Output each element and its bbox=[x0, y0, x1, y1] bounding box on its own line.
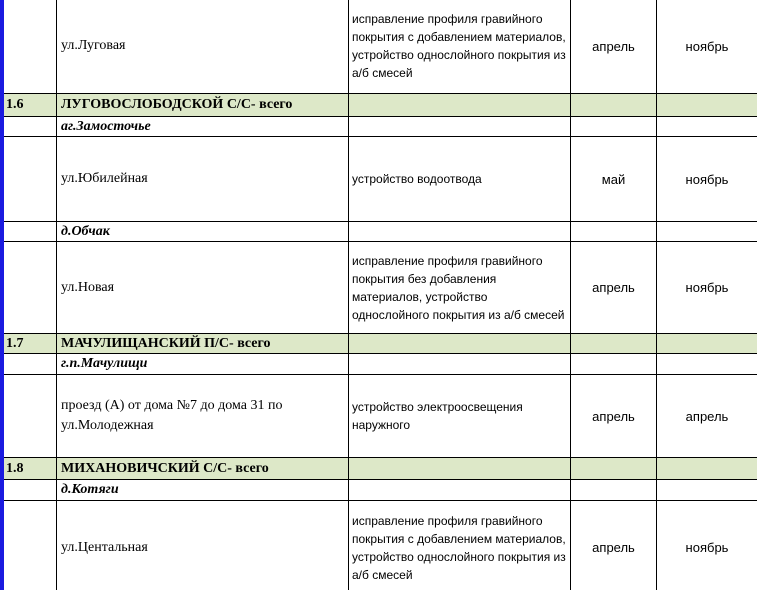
roadwork-table bbox=[2, 0, 757, 590]
cell-empty[interactable] bbox=[571, 458, 657, 480]
cell-empty[interactable] bbox=[349, 354, 571, 375]
locality-name[interactable]: д.Обчак bbox=[57, 222, 349, 242]
cell-end[interactable]: ноябрь bbox=[657, 242, 757, 334]
cell-empty[interactable] bbox=[349, 117, 571, 137]
cell-end[interactable]: ноябрь bbox=[657, 0, 757, 94]
cell-empty[interactable] bbox=[571, 354, 657, 375]
cell-start[interactable]: апрель bbox=[571, 375, 657, 458]
cell-work[interactable]: устройство электроосвещения наружного bbox=[349, 375, 571, 458]
cell-empty[interactable] bbox=[571, 94, 657, 117]
cell-empty[interactable] bbox=[657, 222, 757, 242]
cell-empty[interactable] bbox=[349, 94, 571, 117]
cell-empty[interactable] bbox=[571, 222, 657, 242]
cell-work[interactable]: исправление профиля гравийного покрытия с добавлением материалов, устройство однослойного покрытия из а/б смесей bbox=[349, 501, 571, 590]
cell-empty[interactable] bbox=[349, 480, 571, 501]
table-row bbox=[3, 242, 757, 334]
section-title[interactable]: МИХАНОВИЧСКИЙ С/С- всего bbox=[57, 458, 349, 480]
cell-empty[interactable] bbox=[3, 354, 57, 375]
section-number[interactable]: 1.6 bbox=[3, 94, 57, 117]
table-row bbox=[3, 137, 757, 222]
selection-border bbox=[0, 0, 4, 590]
section-number[interactable]: 1.8 bbox=[3, 458, 57, 480]
cell-street[interactable]: ул.Луговая bbox=[57, 0, 349, 94]
cell-empty[interactable] bbox=[657, 354, 757, 375]
section-number[interactable]: 1.7 bbox=[3, 334, 57, 354]
cell-end[interactable]: ноябрь bbox=[657, 137, 757, 222]
cell-empty[interactable] bbox=[657, 480, 757, 501]
cell-empty[interactable] bbox=[3, 117, 57, 137]
cell-end[interactable]: апрель bbox=[657, 375, 757, 458]
cell-work[interactable]: устройство водоотвода bbox=[349, 137, 571, 222]
cell-empty[interactable] bbox=[571, 334, 657, 354]
cell-empty[interactable] bbox=[571, 480, 657, 501]
cell-empty[interactable] bbox=[3, 480, 57, 501]
locality-name[interactable]: д.Котяги bbox=[57, 480, 349, 501]
cell-empty[interactable] bbox=[657, 94, 757, 117]
cell-work[interactable]: исправление профиля гравийного покрытия без добавления материалов, устройство однослойного покрытия из а/б смесей bbox=[349, 242, 571, 334]
table-row bbox=[3, 375, 757, 458]
locality-row bbox=[3, 480, 757, 501]
cell-start[interactable]: апрель bbox=[571, 501, 657, 590]
locality-name[interactable]: г.п.Мачулищи bbox=[57, 354, 349, 375]
section-row bbox=[3, 94, 757, 117]
cell-street[interactable]: ул.Новая bbox=[57, 242, 349, 334]
cell-empty[interactable] bbox=[657, 334, 757, 354]
cell-end[interactable]: ноябрь bbox=[657, 501, 757, 590]
cell-empty[interactable] bbox=[349, 458, 571, 480]
locality-name[interactable]: аг.Замосточье bbox=[57, 117, 349, 137]
cell-street[interactable]: ул.Центальная bbox=[57, 501, 349, 590]
cell-num[interactable] bbox=[3, 375, 57, 458]
cell-start[interactable]: апрель bbox=[571, 0, 657, 94]
cell-empty[interactable] bbox=[657, 117, 757, 137]
cell-num[interactable] bbox=[3, 0, 57, 94]
cell-num[interactable] bbox=[3, 137, 57, 222]
section-row bbox=[3, 458, 757, 480]
cell-empty[interactable] bbox=[657, 458, 757, 480]
cell-empty[interactable] bbox=[349, 334, 571, 354]
cell-empty[interactable] bbox=[571, 117, 657, 137]
section-title[interactable]: МАЧУЛИЩАНСКИЙ П/С- всего bbox=[57, 334, 349, 354]
cell-street[interactable]: ул.Юбилейная bbox=[57, 137, 349, 222]
cell-work[interactable]: исправление профиля гравийного покрытия с добавлением материалов, устройство однослойного покрытия из а/б смесей bbox=[349, 0, 571, 94]
cell-num[interactable] bbox=[3, 501, 57, 590]
cell-start[interactable]: апрель bbox=[571, 242, 657, 334]
table-row bbox=[3, 501, 757, 590]
locality-row bbox=[3, 117, 757, 137]
cell-start[interactable]: май bbox=[571, 137, 657, 222]
table-row bbox=[3, 0, 757, 94]
cell-num[interactable] bbox=[3, 242, 57, 334]
cell-empty[interactable] bbox=[3, 222, 57, 242]
cell-empty[interactable] bbox=[349, 222, 571, 242]
section-row bbox=[3, 334, 757, 354]
locality-row bbox=[3, 222, 757, 242]
section-title[interactable]: ЛУГОВОСЛОБОДСКОЙ С/С- всего bbox=[57, 94, 349, 117]
locality-row bbox=[3, 354, 757, 375]
cell-street[interactable]: проезд (А) от дома №7 до дома 31 по ул.Молодежная bbox=[57, 375, 349, 458]
